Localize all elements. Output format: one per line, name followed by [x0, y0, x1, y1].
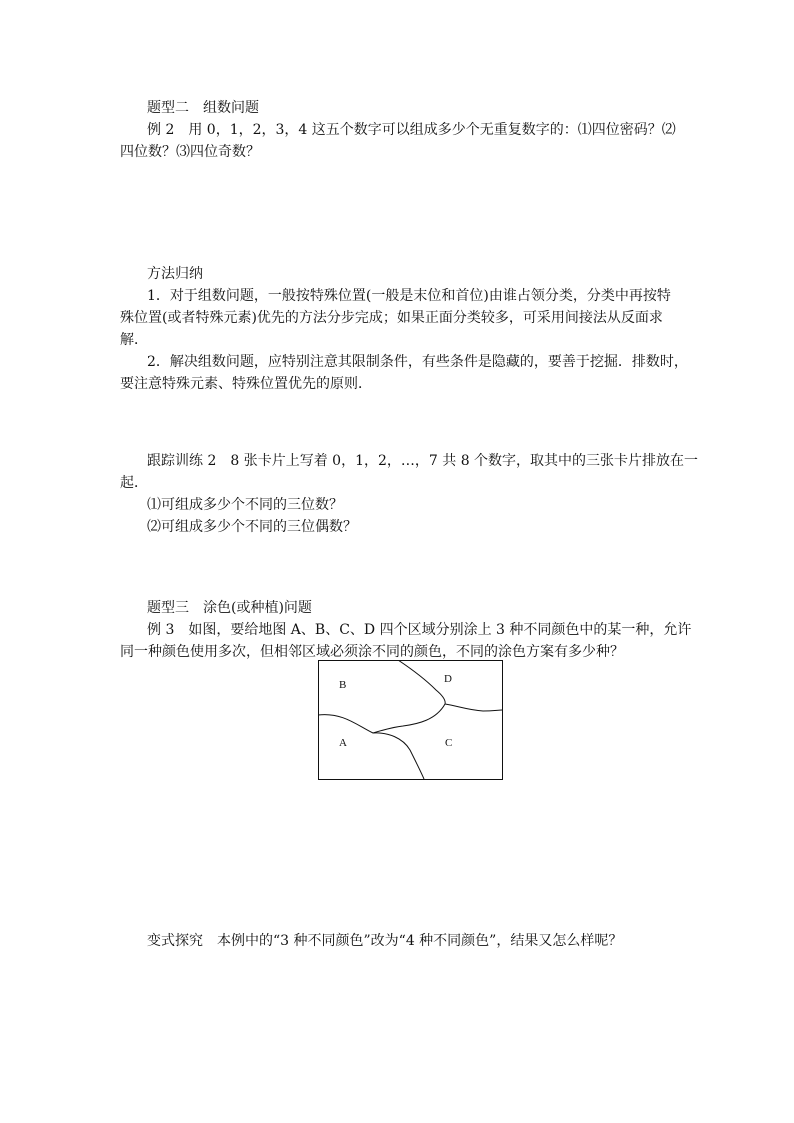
region-label-a: A — [339, 737, 347, 749]
boundary-right-curve — [445, 704, 502, 711]
example3-line1: 例 3 如图，要给地图 A、B、C、D 四个区域分别涂上 3 种不同颜色中的某一种，允许 — [147, 622, 692, 638]
boundary-top-curve — [398, 660, 445, 704]
region-label-d: D — [444, 673, 452, 685]
training2-q2: ⑵可组成多少个不同的三位偶数？ — [147, 519, 357, 535]
example2-line1: 例 2 用 0，1，2，3，4 这五个数字可以组成多少个无重复数字的：⑴四位密码？⑵ — [147, 122, 676, 138]
example2-line2: 四位数？⑶四位奇数？ — [120, 144, 260, 160]
method-title: 方法归纳 — [147, 266, 203, 282]
method-p2-line1: 2．解决组数问题，应特别注意其限制条件，有些条件是隐藏的，要善于挖掘．排数时， — [147, 354, 688, 370]
boundary-bottom-curve — [373, 733, 424, 779]
method-p1-line2: 殊位置(或者特殊元素)优先的方法分步完成；如果正面分类较多，可采用间接法从反面求 — [120, 310, 663, 326]
method-p2-line2: 要注意特殊元素、特殊位置优先的原则． — [120, 376, 372, 392]
variant-text: 变式探究 本例中的“3 种不同颜色”改为“4 种不同颜色”，结果又怎么样呢？ — [147, 933, 623, 949]
region-map-figure — [318, 660, 503, 780]
section2-title: 题型二 组数问题 — [147, 100, 259, 116]
training2-q1: ⑴可组成多少个不同的三位数？ — [147, 497, 343, 513]
region-label-b: B — [339, 679, 347, 691]
method-p1-line3: 解． — [120, 332, 148, 348]
method-p1-line1: 1．对于组数问题，一般按特殊位置(一般是末位和首位)由谁占领分类，分类中再按特 — [147, 288, 671, 304]
example3-line2: 同一种颜色使用多次，但相邻区域必须涂不同的颜色，不同的涂色方案有多少种？ — [120, 644, 624, 660]
region-label-c: C — [445, 737, 453, 749]
training2-line2: 起． — [120, 475, 148, 491]
section3-title: 题型三 涂色(或种植)问题 — [147, 600, 312, 616]
training2-line1: 跟踪训练 2 8 张卡片上写着 0，1，2，…，7 共 8 个数字，取其中的三张卡片排放在一 — [147, 453, 699, 469]
boundary-middle-curve — [318, 704, 445, 733]
